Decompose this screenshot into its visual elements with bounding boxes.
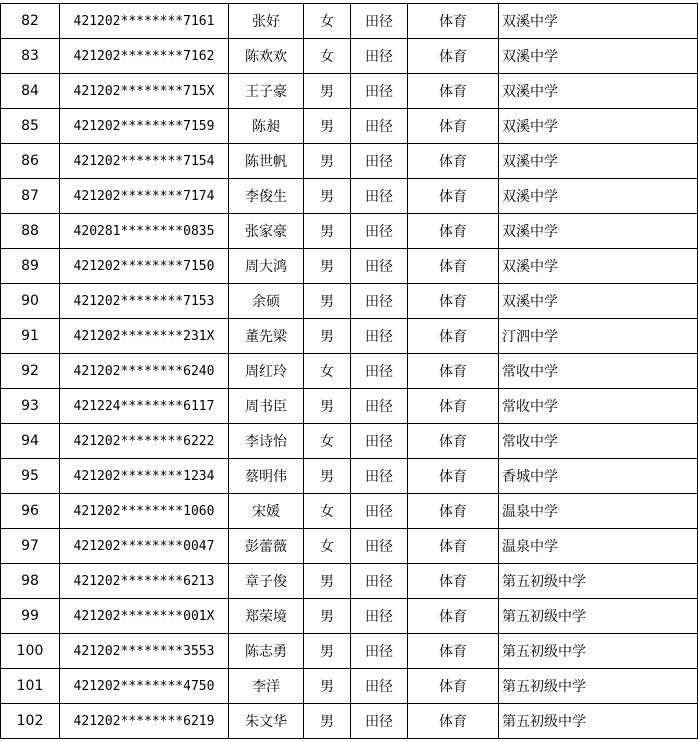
name-cell: 王子豪: [229, 74, 304, 109]
table-row: [1, 109, 698, 144]
category-cell: 体育: [408, 179, 499, 214]
name-cell: 陈欢欢: [229, 39, 304, 74]
table-row: [1, 494, 698, 529]
event-cell: 田径: [351, 319, 408, 354]
row-number-cell: 84: [1, 74, 60, 109]
id-number-cell: 421202********231X: [60, 319, 229, 354]
event-cell: 田径: [351, 389, 408, 424]
name-cell: 宋媛: [229, 494, 304, 529]
name-cell: 张好: [229, 4, 304, 39]
roster-body: [1, 4, 698, 739]
school-cell: 双溪中学: [499, 179, 698, 214]
name-cell: 章子俊: [229, 564, 304, 599]
school-cell: 常收中学: [499, 354, 698, 389]
table-row: [1, 564, 698, 599]
table-row: [1, 249, 698, 284]
school-cell: 第五初级中学: [499, 599, 698, 634]
event-cell: 田径: [351, 39, 408, 74]
name-cell: 周红玲: [229, 354, 304, 389]
school-cell: 第五初级中学: [499, 669, 698, 704]
row-number-cell: 87: [1, 179, 60, 214]
event-cell: 田径: [351, 249, 408, 284]
id-number-cell: 421202********7162: [60, 39, 229, 74]
event-cell: 田径: [351, 109, 408, 144]
table-row: [1, 389, 698, 424]
school-cell: 常收中学: [499, 389, 698, 424]
table-row: [1, 214, 698, 249]
row-number-cell: 97: [1, 529, 60, 564]
gender-cell: 女: [304, 529, 351, 564]
school-cell: 第五初级中学: [499, 564, 698, 599]
id-number-cell: 421202********001X: [60, 599, 229, 634]
gender-cell: 女: [304, 4, 351, 39]
row-number-cell: 92: [1, 354, 60, 389]
gender-cell: 男: [304, 704, 351, 739]
id-number-cell: 421202********3553: [60, 634, 229, 669]
table-row: [1, 179, 698, 214]
id-number-cell: 421202********715X: [60, 74, 229, 109]
category-cell: 体育: [408, 319, 499, 354]
gender-cell: 女: [304, 494, 351, 529]
row-number-cell: 95: [1, 459, 60, 494]
id-number-cell: 421202********7174: [60, 179, 229, 214]
row-number-cell: 101: [1, 669, 60, 704]
id-number-cell: 421202********7161: [60, 4, 229, 39]
event-cell: 田径: [351, 459, 408, 494]
event-cell: 田径: [351, 669, 408, 704]
name-cell: 陈志勇: [229, 634, 304, 669]
event-cell: 田径: [351, 284, 408, 319]
category-cell: 体育: [408, 389, 499, 424]
row-number-cell: 100: [1, 634, 60, 669]
row-number-cell: 94: [1, 424, 60, 459]
event-cell: 田径: [351, 74, 408, 109]
gender-cell: 男: [304, 459, 351, 494]
table-row: [1, 424, 698, 459]
gender-cell: 男: [304, 284, 351, 319]
category-cell: 体育: [408, 564, 499, 599]
gender-cell: 男: [304, 599, 351, 634]
event-cell: 田径: [351, 144, 408, 179]
table-row: [1, 634, 698, 669]
table-row: [1, 459, 698, 494]
name-cell: 蔡明伟: [229, 459, 304, 494]
gender-cell: 男: [304, 319, 351, 354]
event-cell: 田径: [351, 564, 408, 599]
category-cell: 体育: [408, 4, 499, 39]
school-cell: 双溪中学: [499, 109, 698, 144]
school-cell: 双溪中学: [499, 284, 698, 319]
id-number-cell: 421202********6222: [60, 424, 229, 459]
category-cell: 体育: [408, 599, 499, 634]
row-number-cell: 89: [1, 249, 60, 284]
id-number-cell: 421202********0047: [60, 529, 229, 564]
event-cell: 田径: [351, 599, 408, 634]
row-number-cell: 91: [1, 319, 60, 354]
category-cell: 体育: [408, 634, 499, 669]
id-number-cell: 421202********1060: [60, 494, 229, 529]
name-cell: 李俊生: [229, 179, 304, 214]
name-cell: 陈昶: [229, 109, 304, 144]
event-cell: 田径: [351, 529, 408, 564]
name-cell: 朱文华: [229, 704, 304, 739]
gender-cell: 男: [304, 634, 351, 669]
school-cell: 双溪中学: [499, 4, 698, 39]
name-cell: 余硕: [229, 284, 304, 319]
table-row: [1, 74, 698, 109]
table-row: [1, 529, 698, 564]
table-row: [1, 284, 698, 319]
id-number-cell: 421202********4750: [60, 669, 229, 704]
name-cell: 周书臣: [229, 389, 304, 424]
event-cell: 田径: [351, 354, 408, 389]
row-number-cell: 88: [1, 214, 60, 249]
event-cell: 田径: [351, 494, 408, 529]
category-cell: 体育: [408, 704, 499, 739]
school-cell: 双溪中学: [499, 249, 698, 284]
gender-cell: 男: [304, 249, 351, 284]
name-cell: 李洋: [229, 669, 304, 704]
school-cell: 常收中学: [499, 424, 698, 459]
id-number-cell: 421202********6219: [60, 704, 229, 739]
table-row: [1, 144, 698, 179]
id-number-cell: 421202********7150: [60, 249, 229, 284]
row-number-cell: 99: [1, 599, 60, 634]
school-cell: 双溪中学: [499, 74, 698, 109]
school-cell: 第五初级中学: [499, 704, 698, 739]
event-cell: 田径: [351, 424, 408, 459]
table-row: [1, 669, 698, 704]
category-cell: 体育: [408, 494, 499, 529]
category-cell: 体育: [408, 39, 499, 74]
table-row: [1, 704, 698, 739]
school-cell: 第五初级中学: [499, 634, 698, 669]
row-number-cell: 82: [1, 4, 60, 39]
name-cell: 张家豪: [229, 214, 304, 249]
row-number-cell: 102: [1, 704, 60, 739]
event-cell: 田径: [351, 214, 408, 249]
id-number-cell: 421202********6240: [60, 354, 229, 389]
school-cell: 汀泗中学: [499, 319, 698, 354]
category-cell: 体育: [408, 284, 499, 319]
student-roster-table: [0, 3, 698, 739]
name-cell: 郑荣境: [229, 599, 304, 634]
id-number-cell: 421202********1234: [60, 459, 229, 494]
row-number-cell: 85: [1, 109, 60, 144]
category-cell: 体育: [408, 424, 499, 459]
event-cell: 田径: [351, 4, 408, 39]
id-number-cell: 421202********7159: [60, 109, 229, 144]
name-cell: 董先梁: [229, 319, 304, 354]
school-cell: 香城中学: [499, 459, 698, 494]
school-cell: 双溪中学: [499, 214, 698, 249]
category-cell: 体育: [408, 249, 499, 284]
table-row: [1, 599, 698, 634]
gender-cell: 男: [304, 109, 351, 144]
row-number-cell: 83: [1, 39, 60, 74]
id-number-cell: 421202********7153: [60, 284, 229, 319]
category-cell: 体育: [408, 459, 499, 494]
id-number-cell: 421202********6213: [60, 564, 229, 599]
event-cell: 田径: [351, 634, 408, 669]
gender-cell: 女: [304, 39, 351, 74]
gender-cell: 男: [304, 564, 351, 599]
table-row: [1, 4, 698, 39]
row-number-cell: 98: [1, 564, 60, 599]
gender-cell: 男: [304, 74, 351, 109]
id-number-cell: 420281********0835: [60, 214, 229, 249]
row-number-cell: 93: [1, 389, 60, 424]
name-cell: 彭蕾薇: [229, 529, 304, 564]
table-row: [1, 354, 698, 389]
gender-cell: 女: [304, 424, 351, 459]
category-cell: 体育: [408, 529, 499, 564]
row-number-cell: 96: [1, 494, 60, 529]
table-row: [1, 319, 698, 354]
gender-cell: 男: [304, 389, 351, 424]
name-cell: 周大鸿: [229, 249, 304, 284]
school-cell: 温泉中学: [499, 494, 698, 529]
gender-cell: 男: [304, 669, 351, 704]
gender-cell: 男: [304, 214, 351, 249]
row-number-cell: 86: [1, 144, 60, 179]
id-number-cell: 421224********6117: [60, 389, 229, 424]
category-cell: 体育: [408, 144, 499, 179]
event-cell: 田径: [351, 179, 408, 214]
school-cell: 温泉中学: [499, 529, 698, 564]
row-number-cell: 90: [1, 284, 60, 319]
category-cell: 体育: [408, 669, 499, 704]
name-cell: 李诗怡: [229, 424, 304, 459]
category-cell: 体育: [408, 109, 499, 144]
school-cell: 双溪中学: [499, 144, 698, 179]
gender-cell: 男: [304, 179, 351, 214]
event-cell: 田径: [351, 704, 408, 739]
school-cell: 双溪中学: [499, 39, 698, 74]
name-cell: 陈世帆: [229, 144, 304, 179]
table-row: [1, 39, 698, 74]
id-number-cell: 421202********7154: [60, 144, 229, 179]
gender-cell: 男: [304, 144, 351, 179]
gender-cell: 女: [304, 354, 351, 389]
category-cell: 体育: [408, 214, 499, 249]
category-cell: 体育: [408, 354, 499, 389]
category-cell: 体育: [408, 74, 499, 109]
